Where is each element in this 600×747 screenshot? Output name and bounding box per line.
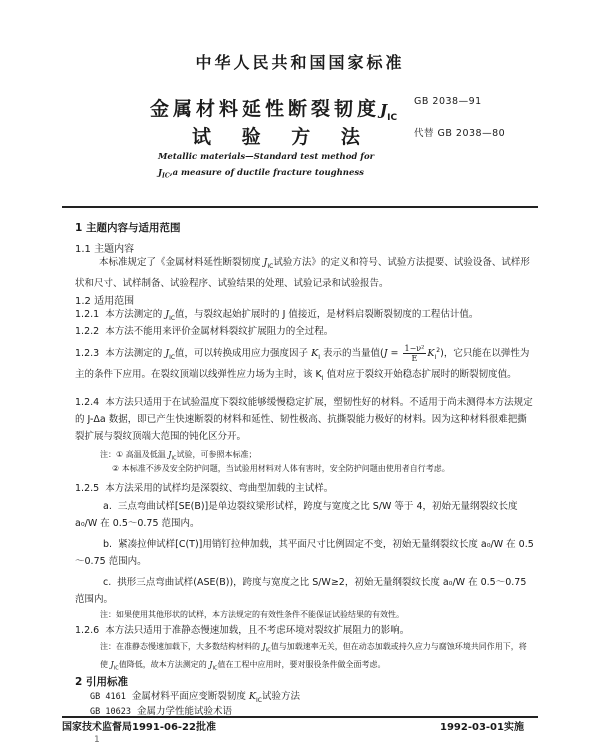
item-1-2-5: 1.2.5 本方法采用的试样均是深裂纹、弯曲型加载的主试样。 [75, 483, 334, 494]
document-title-line1: 金属材料延性断裂韧度$J_{IC}$ [150, 98, 398, 123]
header-divider [62, 206, 538, 208]
english-title-line1: Metallic materials—Standard test method for [158, 152, 375, 162]
reference-gb10623: GB 10623 金属力学性能试验术语 [90, 706, 233, 717]
document-title-line2: 试 验 方 法 [192, 126, 372, 148]
item-1-2-4: 1.2.4 本方法只适用于在试验温度下裂纹能够缓慢稳定扩展，塑韧性好的材料。不适用于尚未测得本方法规定的 J-Δa 数据，即已产生快速断裂的材料和延性、韧性极高、抗撕裂能力极好的材料。因为这种材料很难把撕裂扩展与裂纹顶端大范围的钝化区分开。 [75, 397, 533, 442]
item-c: c. 拱形三点弯曲试样(ASE(B))，跨度与宽度之比 S/W≥2，初始无量纲裂纹长度 a₀/W 在 0.5～0.75 范围内。 [75, 577, 527, 605]
approval-date: 国家技术监督局1991-06-22批准 [62, 722, 216, 733]
item-1-2-6: 1.2.6 本方法只适用于准静态慢速加载，且不考虑环境对裂纹扩展阻力的影响。 [75, 625, 410, 636]
item-a: a. 三点弯曲试样[SE(B)]是单边裂纹梁形试样，跨度与宽度之比 S/W 等于 4，初始无量纲裂纹长度 a₀/W 在 0.5～0.75 范围内。 [75, 501, 518, 529]
note-2: ② 本标准不涉及安全防护问题，当试验用材料对人体有害时，安全防护问题由使用者自行考虑。 [112, 464, 450, 473]
note-4: 注：在准静态慢速加载下，大多数结构材料的 $J_{IC}$值与加载速率无关，但在动态加载或持久应力与腐蚀环境共同作用下，将使 $J_{IC}$值降低，故本方法测定的 $J_{IC}$值在工程中应用时，要对服役条件做全面考虑。 [100, 642, 527, 672]
section1-heading: 1 主题内容与适用范围 [75, 222, 181, 234]
section1-2-heading: 1.2 适用范围 [75, 296, 135, 307]
note-3: 注：如果使用其他形状的试样，本方法规定的有效性条件不能保证试验结果的有效性。 [100, 610, 404, 619]
replaces-standard: 代替 GB 2038—80 [414, 128, 506, 139]
item-1-2-2: 1.2.2 本方法不能用来评价金属材料裂纹扩展阻力的全过程。 [75, 326, 334, 337]
item-b: b. 紧凑拉伸试样[C(T)]用销钉拉伸加载，其平面尺寸比例固定不变，初始无量纲裂纹长度 a₀/W 在 0.5～0.75 范围内。 [75, 539, 534, 567]
standard-type-title: 中华人民共和国国家标准 [195, 53, 405, 72]
item-1-2-3: 1.2.3 本方法测定的 $J_{IC}$值，可以转换成用应力强度因子 $K_I$ 表示的当量值(J = $\frac{\text{1−ν²}}{E}$ $K_I^2$)，它只能在以弹性为主的条件下应用。在裂纹顶端以线弹性应力场为主时，该 $K_I$ 值对应于裂纹开始稳态扩展时的断裂韧度值。 [75, 344, 530, 382]
item-1-2-1: 1.2.1 本方法测定的 $J_{IC}$值，与裂纹起始扩展时的 J 值接近，是材料启裂断裂韧度的工程估计值。 [75, 309, 479, 322]
section1-1-heading: 1.1 主题内容 [75, 244, 135, 255]
equivalence-fraction: $\frac{\text{1−ν²}}{E}$ [404, 344, 425, 364]
page-number: 1 [94, 735, 100, 745]
english-title-line2: $J_{IC},a$ measure of ductile fracture toughness [158, 168, 364, 180]
reference-gb4161: GB 4161 金属材料平面应变断裂韧度 $K_{IC}$试验方法 [90, 691, 300, 704]
gb-number: GB 2038—91 [414, 96, 482, 107]
effective-date: 1992-03-01实施 [440, 722, 524, 733]
section2-heading: 2 引用标准 [75, 676, 128, 688]
section1-1-paragraph: 本标准规定了《金属材料延性断裂韧度 $J_{IC}$试验方法》的定义和符号、试验方法提要、试验设备、试样形状和尺寸、试样制备、试验程序、试验结果的处理、试验记录和试验报告。 [75, 257, 530, 289]
note-1: 注：① 高温及低温 $J_{IC}$试验，可参照本标准； [100, 450, 257, 462]
